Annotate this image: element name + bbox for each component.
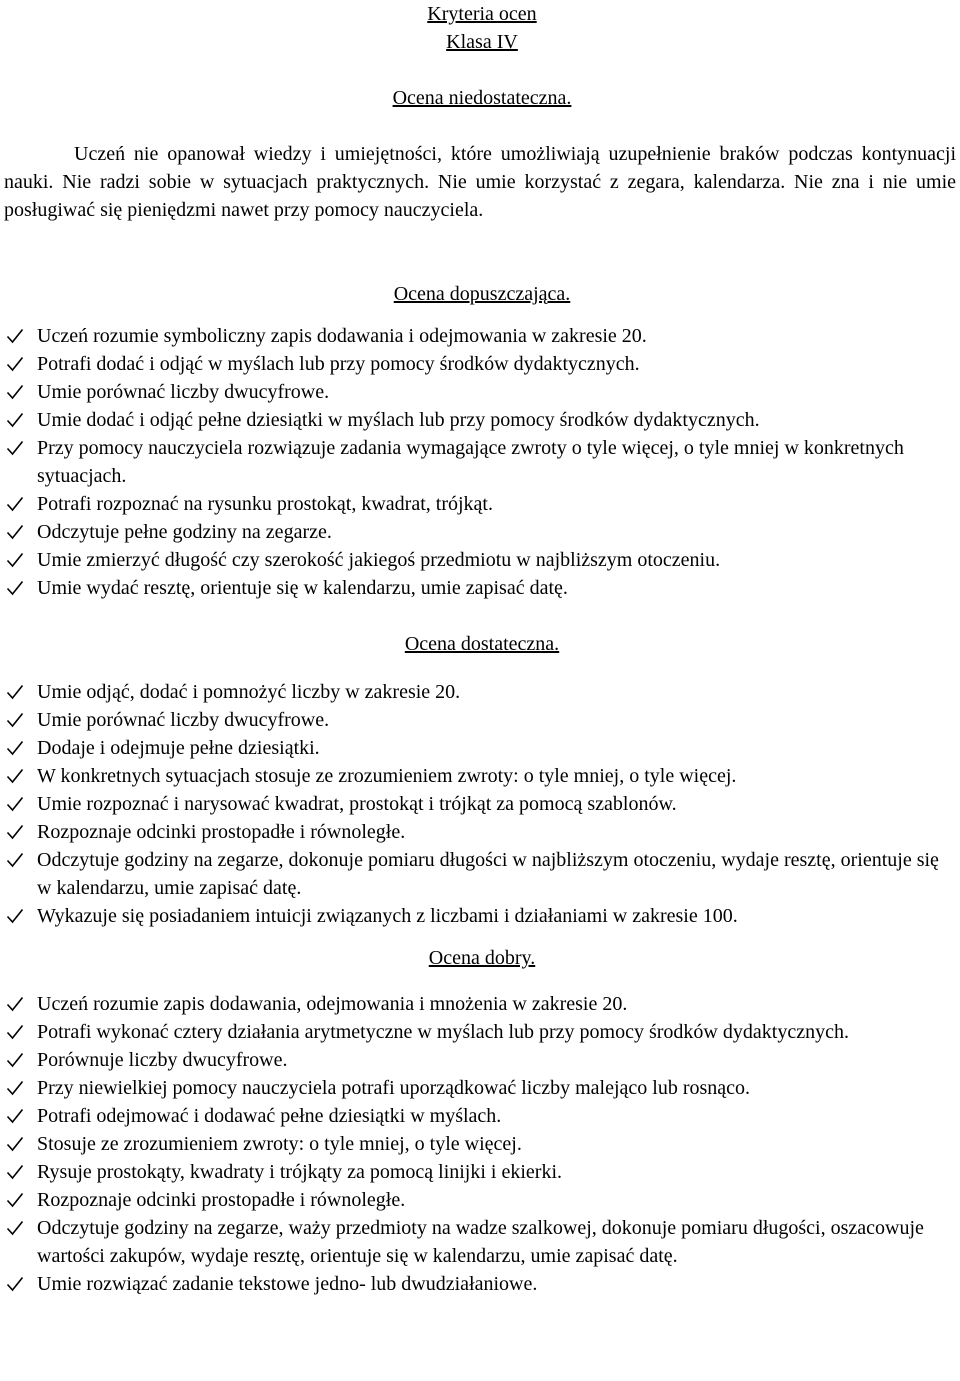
- criteria-item: [4, 1074, 957, 1102]
- criteria-item: [4, 1102, 957, 1130]
- checkmark-icon: [6, 678, 26, 706]
- criteria-item: [4, 1018, 957, 1046]
- criteria-item: [4, 762, 957, 790]
- checkmark-icon: [6, 902, 26, 930]
- criteria-text: Porównuje liczby dwucyfrowe.: [37, 1049, 288, 1071]
- criteria-item: [4, 990, 957, 1018]
- section-heading: Ocena niedostateczna.: [392, 87, 572, 109]
- criteria-text: Umie porównać liczby dwucyfrowe.: [37, 381, 330, 403]
- criteria-text: W konkretnych sytuacjach stosuje ze zrozumieniem zwroty: o tyle mniej, o tyle więcej.: [37, 765, 737, 787]
- criteria-text: Rysuje prostokąty, kwadraty i trójkąty za pomocą linijki i ekierki.: [37, 1161, 562, 1183]
- criteria-text: Uczeń rozumie zapis dodawania, odejmowania i mnożenia w zakresie 20.: [37, 993, 628, 1015]
- criteria-item: [4, 706, 957, 734]
- checkmark-icon: [6, 490, 26, 518]
- section-intro: Uczeń nie opanował wiedzy i umiejętności, które umożliwiają uzupełnienie braków podczas kontynuacji nauki. Nie radzi sobie w sytuacjach praktycznych. Nie umie korzystać z zegara, kalendarza. Nie zna i nie umie posługiwać się pieniędzmi nawet przy pomocy nauczyciela.: [4, 143, 956, 221]
- criteria-item: [4, 1130, 957, 1158]
- criteria-item: [4, 350, 957, 378]
- criteria-text: Umie porównać liczby dwucyfrowe.: [37, 709, 330, 731]
- criteria-text: Umie zmierzyć długość czy szerokość jakiegoś przedmiotu w najbliższym otoczeniu.: [37, 549, 721, 571]
- document-title: Kryteria ocen: [427, 3, 537, 25]
- checkmark-icon: [6, 706, 26, 734]
- criteria-list: [4, 678, 960, 930]
- checkmark-icon: [6, 350, 26, 378]
- criteria-text: Potrafi odejmować i dodawać pełne dziesiątki w myślach.: [37, 1105, 502, 1127]
- section-heading: Ocena dopuszczająca.: [393, 283, 571, 305]
- criteria-item: [4, 1186, 957, 1214]
- checkmark-icon: [6, 322, 26, 350]
- criteria-text: Umie rozwiązać zadanie tekstowe jedno- lub dwudziałaniowe.: [37, 1273, 538, 1295]
- checkmark-icon: [6, 790, 26, 818]
- criteria-text: Przy pomocy nauczyciela rozwiązuje zadania wymagające zwroty o tyle więcej, o tyle mniej w konkretnych sytuacjach.: [37, 437, 904, 487]
- checkmark-icon: [6, 818, 26, 846]
- criteria-item: [4, 1046, 957, 1074]
- checkmark-icon: [6, 1214, 26, 1242]
- criteria-text: Rozpoznaje odcinki prostopadłe i równoległe.: [37, 1189, 406, 1211]
- criteria-item: [4, 518, 957, 546]
- criteria-item: [4, 1158, 957, 1186]
- criteria-item: [4, 678, 957, 706]
- criteria-text: Potrafi wykonać cztery działania arytmetyczne w myślach lub przy pomocy środków dydaktycznych.: [37, 1021, 849, 1043]
- checkmark-icon: [6, 734, 26, 762]
- checkmark-icon: [6, 518, 26, 546]
- checkmark-icon: [6, 762, 26, 790]
- checkmark-icon: [6, 846, 26, 874]
- checkmark-icon: [6, 406, 26, 434]
- criteria-item: [4, 546, 957, 574]
- criteria-item: [4, 734, 957, 762]
- checkmark-icon: [6, 1018, 26, 1046]
- document-header: [4, 0, 960, 56]
- criteria-text: Dodaje i odejmuje pełne dziesiątki.: [37, 737, 320, 759]
- criteria-list: [4, 990, 960, 1298]
- checkmark-icon: [6, 434, 26, 462]
- criteria-item: [4, 846, 957, 902]
- criteria-text: Umie wydać resztę, orientuje się w kalendarzu, umie zapisać datę.: [37, 577, 568, 599]
- checkmark-icon: [6, 990, 26, 1018]
- criteria-text: Umie odjąć, dodać i pomnożyć liczby w zakresie 20.: [37, 681, 461, 703]
- criteria-item: [4, 574, 957, 602]
- section-dostateczna: [4, 630, 960, 930]
- criteria-item: [4, 818, 957, 846]
- checkmark-icon: [6, 378, 26, 406]
- criteria-text: Wykazuje się posiadaniem intuicji związanych z liczbami i działaniami w zakresie 100.: [37, 905, 738, 927]
- criteria-item: [4, 790, 957, 818]
- checkmark-icon: [6, 1270, 26, 1298]
- checkmark-icon: [6, 1102, 26, 1130]
- criteria-item: [4, 434, 957, 490]
- criteria-item: [4, 902, 957, 930]
- section-heading: Ocena dostateczna.: [404, 633, 560, 655]
- section-dobry: [4, 944, 960, 1298]
- section-heading: Ocena dobry.: [428, 947, 536, 969]
- section-niedostateczna: [4, 84, 960, 224]
- criteria-text: Potrafi dodać i odjąć w myślach lub przy pomocy środków dydaktycznych.: [37, 353, 640, 375]
- criteria-text: Umie dodać i odjąć pełne dziesiątki w myślach lub przy pomocy środków dydaktycznych.: [37, 409, 760, 431]
- criteria-text: Uczeń rozumie symboliczny zapis dodawania i odejmowania w zakresie 20.: [37, 325, 647, 347]
- criteria-item: [4, 406, 957, 434]
- checkmark-icon: [6, 574, 26, 602]
- checkmark-icon: [6, 1186, 26, 1214]
- criteria-text: Rozpoznaje odcinki prostopadłe i równoległe.: [37, 821, 406, 843]
- criteria-list: [4, 322, 960, 602]
- checkmark-icon: [6, 1046, 26, 1074]
- criteria-text: Odczytuje godziny na zegarze, dokonuje pomiaru długości w najbliższym otoczeniu, wydaje resztę, orientuje się w kalendarzu, umie zapisać datę.: [37, 849, 939, 899]
- criteria-text: Odczytuje pełne godziny na zegarze.: [37, 521, 332, 543]
- criteria-text: Stosuje ze zrozumieniem zwroty: o tyle mniej, o tyle więcej.: [37, 1133, 522, 1155]
- checkmark-icon: [6, 1130, 26, 1158]
- checkmark-icon: [6, 1074, 26, 1102]
- criteria-item: [4, 1214, 957, 1270]
- criteria-text: Potrafi rozpoznać na rysunku prostokąt, kwadrat, trójkąt.: [37, 493, 493, 515]
- criteria-item: [4, 1270, 957, 1298]
- criteria-item: [4, 490, 957, 518]
- criteria-text: Odczytuje godziny na zegarze, waży przedmioty na wadze szalkowej, dokonuje pomiaru długości, oszacowuje wartości zakupów, wydaje resztę, orientuje się w kalendarzu, umie zapisać datę.: [37, 1217, 924, 1267]
- criteria-item: [4, 322, 957, 350]
- criteria-text: Przy niewielkiej pomocy nauczyciela potrafi uporządkować liczby malejąco lub rosnąco.: [37, 1077, 751, 1099]
- checkmark-icon: [6, 1158, 26, 1186]
- class-label: Klasa IV: [446, 31, 518, 53]
- checkmark-icon: [6, 546, 26, 574]
- criteria-item: [4, 378, 957, 406]
- criteria-text: Umie rozpoznać i narysować kwadrat, prostokąt i trójkąt za pomocą szablonów.: [37, 793, 677, 815]
- section-dopuszczajaca: [4, 280, 960, 602]
